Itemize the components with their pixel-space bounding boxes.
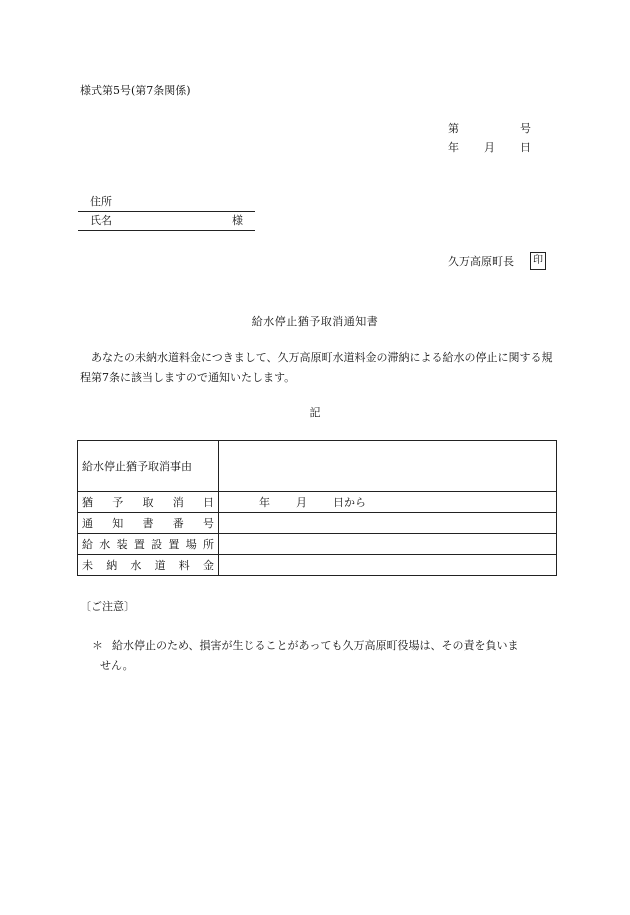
name-label: 氏名 [90, 214, 112, 227]
table-row [78, 534, 557, 555]
date-year-label: 年 [448, 141, 459, 154]
justified-label: 未 納 水 道 料 金 [82, 559, 214, 572]
row-label-cancel-date [78, 492, 219, 513]
body-paragraph [80, 348, 560, 388]
info-table [77, 440, 557, 576]
row-label-unpaid-fee [78, 555, 219, 576]
note-bullet: ＊ [92, 639, 103, 652]
issuer-title: 久万高原町長 [448, 255, 514, 268]
note-item [92, 636, 562, 676]
body-text: あなたの未納水道料金につきまして、久万高原町水道料金の滞納による給水の停止に関する規程第7条に該当しますので通知いたします。 [80, 351, 553, 384]
notes-heading: 〔ご注意〕 [80, 600, 135, 613]
cancel-day: 日から [333, 496, 366, 509]
table-row [78, 555, 557, 576]
seal-mark: 印 [530, 252, 546, 270]
ki-heading: 記 [309, 406, 321, 419]
row-label-install-location [78, 534, 219, 555]
document-number-prefix: 第 [448, 122, 459, 135]
form-number-label: 様式第5号(第7条関係) [80, 84, 191, 97]
document-title: 給水停止猶予取消通知書 [251, 315, 379, 328]
date-month-label: 月 [484, 141, 495, 154]
row-label-reason: 給水停止猶予取消事由 [78, 441, 219, 492]
note-line-1: 給水停止のため、損害が生じることがあっても久万高原町役場は、その責を負いま [112, 639, 519, 652]
table-row [78, 441, 557, 492]
cancel-month: 月 [296, 496, 307, 509]
document-number-suffix: 号 [520, 122, 531, 135]
row-value-reason [219, 441, 557, 492]
cancel-year: 年 [259, 496, 270, 509]
table-row [78, 513, 557, 534]
row-value-notice-number [219, 513, 557, 534]
table-row [78, 492, 557, 513]
justified-label: 猶 予 取 消 日 [82, 496, 214, 509]
address-line [78, 194, 255, 212]
row-label-notice-number [78, 513, 219, 534]
justified-label: 給 水 装 置 設 置 場 所 [82, 538, 214, 551]
address-label: 住所 [90, 195, 112, 208]
note-line-2: せん。 [100, 659, 134, 672]
honorific-label: 様 [232, 214, 243, 227]
justified-label: 通 知 書 番 号 [82, 517, 214, 530]
date-day-label: 日 [520, 141, 531, 154]
name-line [78, 213, 255, 231]
row-value-cancel-date [219, 492, 557, 513]
row-value-unpaid-fee [219, 555, 557, 576]
row-value-install-location [219, 534, 557, 555]
